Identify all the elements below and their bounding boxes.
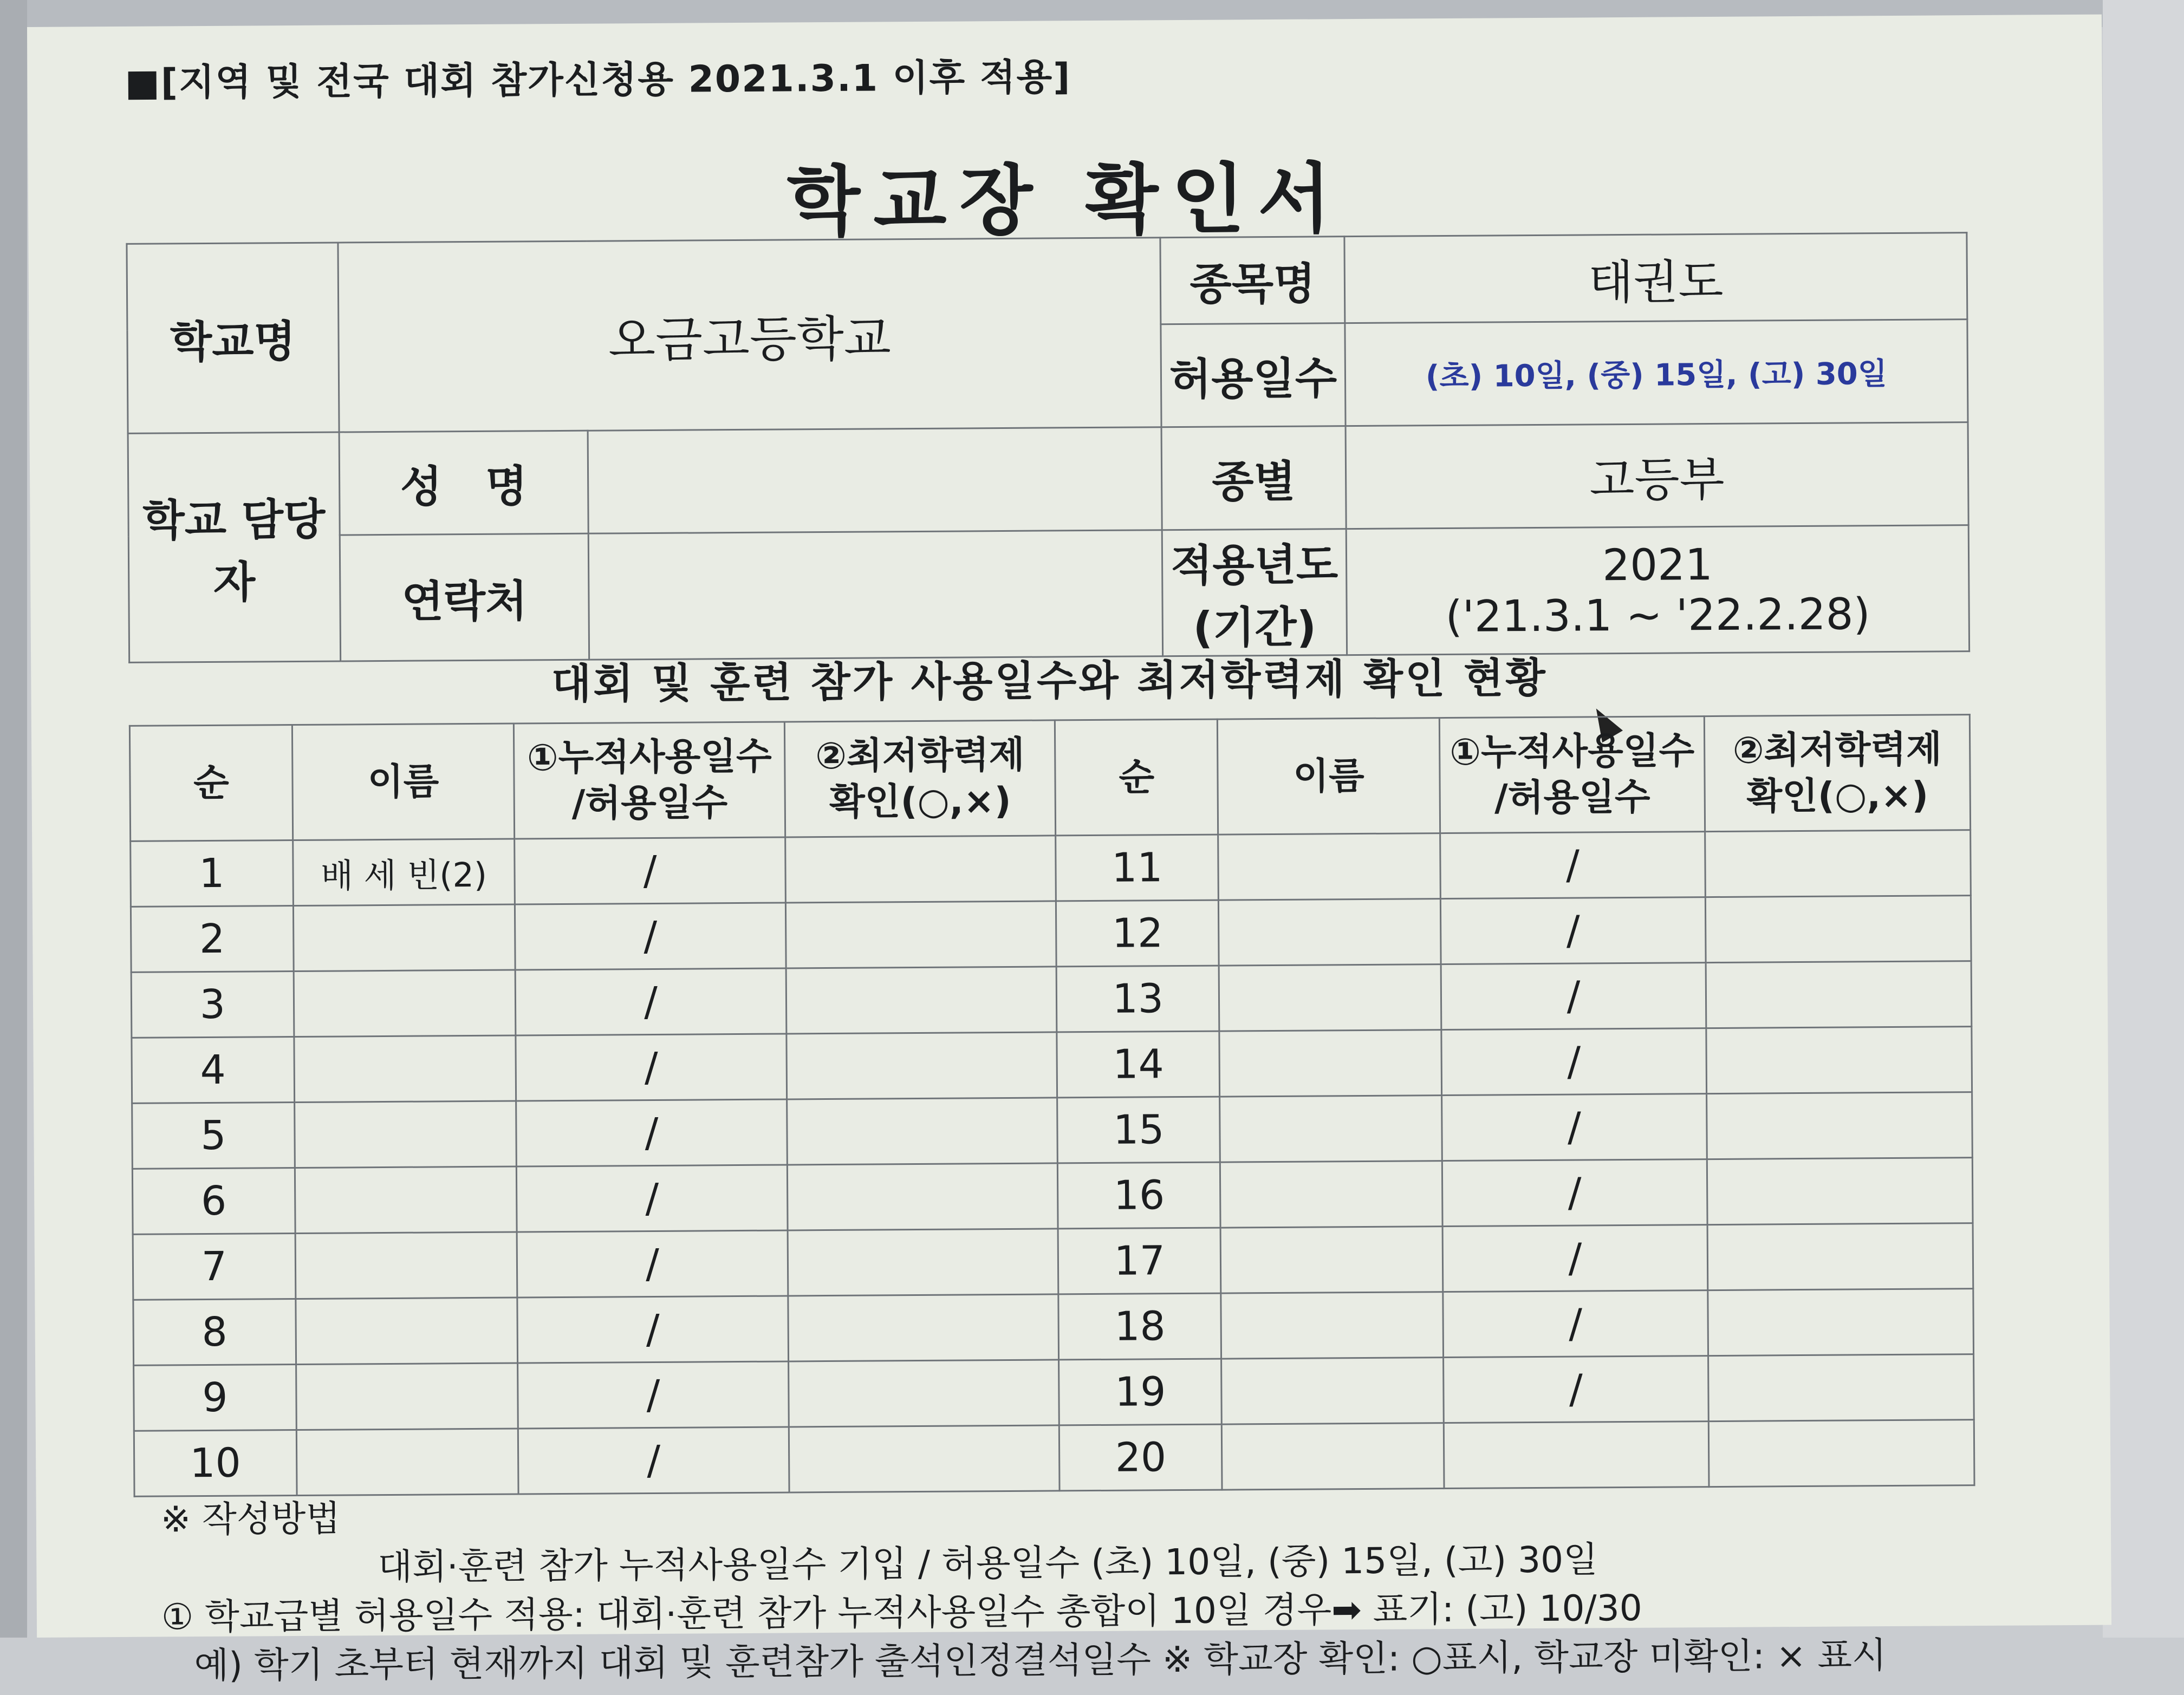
year-label: 적용년도 (기간) xyxy=(1162,529,1347,656)
school-value: 오금고등학교 xyxy=(338,238,1162,432)
row-name[interactable] xyxy=(293,904,515,971)
row-check[interactable] xyxy=(785,836,1056,903)
row-name[interactable] xyxy=(296,1363,518,1430)
row-days[interactable]: / xyxy=(1440,897,1706,964)
table-row xyxy=(133,1223,1973,1300)
header-name: 이름 xyxy=(292,723,515,840)
row-days[interactable]: / xyxy=(1442,1159,1707,1227)
row-check[interactable] xyxy=(1707,1158,1973,1225)
row-no: 19 xyxy=(1059,1359,1221,1425)
row-check[interactable] xyxy=(789,1425,1060,1492)
row-check[interactable] xyxy=(1705,830,1971,897)
row-name[interactable] xyxy=(1221,1292,1443,1359)
row-days[interactable]: / xyxy=(517,1165,788,1232)
row-name[interactable] xyxy=(1222,1423,1444,1490)
table-row xyxy=(134,1354,1974,1431)
document-page xyxy=(27,15,2111,1686)
row-name[interactable]: 배 세 빈(2) xyxy=(292,839,515,905)
row-no: 1 xyxy=(131,840,293,907)
event-label: 종목명 xyxy=(1160,237,1345,324)
row-no: 13 xyxy=(1057,966,1219,1032)
row-no: 11 xyxy=(1056,835,1218,901)
row-days[interactable]: / xyxy=(1440,832,1705,899)
row-no: 17 xyxy=(1058,1228,1221,1294)
table-row xyxy=(131,896,1971,973)
year-period: ('21.3.1 ~ '22.2.28) xyxy=(1445,589,1870,642)
row-days[interactable]: / xyxy=(517,1296,788,1363)
row-check[interactable] xyxy=(1707,1092,1972,1159)
row-no: 14 xyxy=(1057,1031,1219,1098)
section-title: 대회 및 훈련 참가 사용일수와 최저학력제 확인 현황 xyxy=(551,653,1548,708)
table-row xyxy=(132,1092,1973,1169)
contact-label: 연락처 xyxy=(340,533,589,661)
row-name[interactable] xyxy=(294,1035,516,1102)
row-name[interactable] xyxy=(1218,833,1440,900)
row-name[interactable] xyxy=(1220,1096,1442,1162)
school-label: 학교명 xyxy=(127,243,339,433)
row-name[interactable] xyxy=(296,1298,518,1365)
row-name[interactable] xyxy=(295,1232,517,1299)
name-value[interactable] xyxy=(588,427,1162,533)
row-days[interactable]: / xyxy=(1441,1028,1707,1096)
row-name[interactable] xyxy=(1220,1161,1442,1228)
table-header-row xyxy=(129,715,1970,842)
row-days[interactable]: / xyxy=(1443,1356,1708,1423)
division-label: 종별 xyxy=(1161,426,1346,530)
year-cell xyxy=(1346,525,1969,655)
row-days[interactable] xyxy=(1444,1422,1709,1489)
manager-label: 학교 담당자 xyxy=(128,432,340,662)
header-note: ■[지역 및 전국 대회 참가신청용 2021.3.1 이후 적용] xyxy=(125,56,1071,105)
table-row xyxy=(134,1420,1974,1497)
year-value: 2021 xyxy=(1602,539,1713,591)
row-no: 2 xyxy=(131,906,293,973)
header-no: 순 xyxy=(129,725,292,842)
table-row xyxy=(131,830,1971,907)
contact-value[interactable] xyxy=(589,530,1163,660)
row-days[interactable]: / xyxy=(1441,1094,1707,1161)
row-name[interactable] xyxy=(296,1429,518,1495)
row-no: 15 xyxy=(1057,1097,1220,1163)
header-days: ①누적사용일수 /허용일수 xyxy=(514,722,785,839)
row-check[interactable] xyxy=(1709,1420,1974,1487)
row-days[interactable]: / xyxy=(515,903,786,970)
row-days[interactable]: / xyxy=(516,968,786,1035)
row-no: 3 xyxy=(131,972,294,1038)
row-check[interactable] xyxy=(786,1098,1057,1165)
row-check[interactable] xyxy=(786,967,1057,1034)
header-name-2: 이름 xyxy=(1218,718,1440,835)
row-check[interactable] xyxy=(1706,896,1971,963)
row-name[interactable] xyxy=(294,970,516,1036)
row-name[interactable] xyxy=(294,1101,516,1168)
notes-heading: ※ 작성방법 xyxy=(160,1497,341,1541)
row-days[interactable]: / xyxy=(1442,1225,1708,1292)
row-name[interactable] xyxy=(295,1166,517,1233)
row-days[interactable]: / xyxy=(1441,963,1706,1030)
row-check[interactable] xyxy=(788,1360,1059,1427)
row-days[interactable]: / xyxy=(517,1230,788,1298)
status-table xyxy=(129,714,1975,1497)
days-label: 허용일수 xyxy=(1161,323,1346,427)
row-check[interactable] xyxy=(788,1294,1059,1361)
row-name[interactable] xyxy=(1220,1227,1442,1293)
table-row xyxy=(132,1158,1973,1235)
header-check: ②최저학력제 확인(○,×) xyxy=(784,720,1056,837)
header-no-2: 순 xyxy=(1055,719,1218,836)
table-row xyxy=(132,1027,1972,1104)
table-row xyxy=(133,1289,1974,1366)
row-check[interactable] xyxy=(787,1163,1058,1230)
row-days[interactable]: / xyxy=(518,1427,789,1494)
row-no: 9 xyxy=(134,1365,296,1431)
header-days-2: ①누적사용일수 /허용일수 xyxy=(1439,716,1705,833)
screen-left-edge xyxy=(0,0,27,1638)
document-title: 학교장 확인서 xyxy=(786,155,1344,247)
notes-line-2: ① 학교급별 허용일수 적용: 대회·훈련 참가 누적사용일수 총합이 10일 경우➡ 표기: (고) 10/30 xyxy=(161,1587,1642,1638)
days-value: (초) 10일, (중) 15일, (고) 30일 xyxy=(1345,320,1968,426)
row-days[interactable]: / xyxy=(515,837,785,904)
row-check[interactable] xyxy=(1708,1289,1973,1356)
row-no: 8 xyxy=(133,1299,296,1366)
row-name[interactable] xyxy=(1219,964,1441,1031)
table-row xyxy=(131,961,1972,1038)
screen-right-edge xyxy=(2103,0,2184,1638)
row-check[interactable] xyxy=(785,901,1056,968)
row-no: 6 xyxy=(132,1168,295,1235)
row-no: 16 xyxy=(1058,1162,1220,1229)
row-check[interactable] xyxy=(1706,961,1971,1028)
info-table xyxy=(126,232,1970,663)
instructions xyxy=(161,1488,2004,1694)
row-days[interactable]: / xyxy=(518,1361,789,1429)
notes-line-1: 대회·훈련 참가 누적사용일수 기입 / 허용일수 (초) 10일, (중) 15일, (고) 30일 xyxy=(378,1538,1598,1588)
notes-line-3: 예) 학기 초부터 현재까지 대회 및 훈련참가 출석인정결석일수 ※ 학교장 확인: ○표시, 학교장 미확인: × 표시 xyxy=(194,1634,1887,1686)
division-value: 고등부 xyxy=(1346,422,1968,529)
row-no: 7 xyxy=(133,1234,295,1300)
row-no: 20 xyxy=(1060,1424,1222,1491)
row-no: 4 xyxy=(132,1037,294,1104)
row-name[interactable] xyxy=(1219,899,1441,966)
row-check[interactable] xyxy=(786,1032,1057,1099)
row-name[interactable] xyxy=(1219,1030,1441,1097)
row-check[interactable] xyxy=(1706,1027,1972,1094)
row-check[interactable] xyxy=(788,1229,1058,1296)
row-no: 18 xyxy=(1058,1293,1221,1360)
header-check-2: ②최저학력제 확인(○,×) xyxy=(1705,715,1971,832)
row-name[interactable] xyxy=(1221,1358,1444,1424)
row-no: 10 xyxy=(134,1430,296,1497)
row-check[interactable] xyxy=(1707,1223,1973,1290)
event-value: 태권도 xyxy=(1344,233,1967,323)
row-no: 12 xyxy=(1056,900,1219,967)
row-days[interactable]: / xyxy=(1443,1290,1708,1358)
row-check[interactable] xyxy=(1708,1354,1974,1422)
name-label: 성 명 xyxy=(339,431,589,535)
row-days[interactable]: / xyxy=(516,1034,786,1101)
row-days[interactable]: / xyxy=(516,1099,787,1166)
row-no: 5 xyxy=(132,1103,295,1169)
